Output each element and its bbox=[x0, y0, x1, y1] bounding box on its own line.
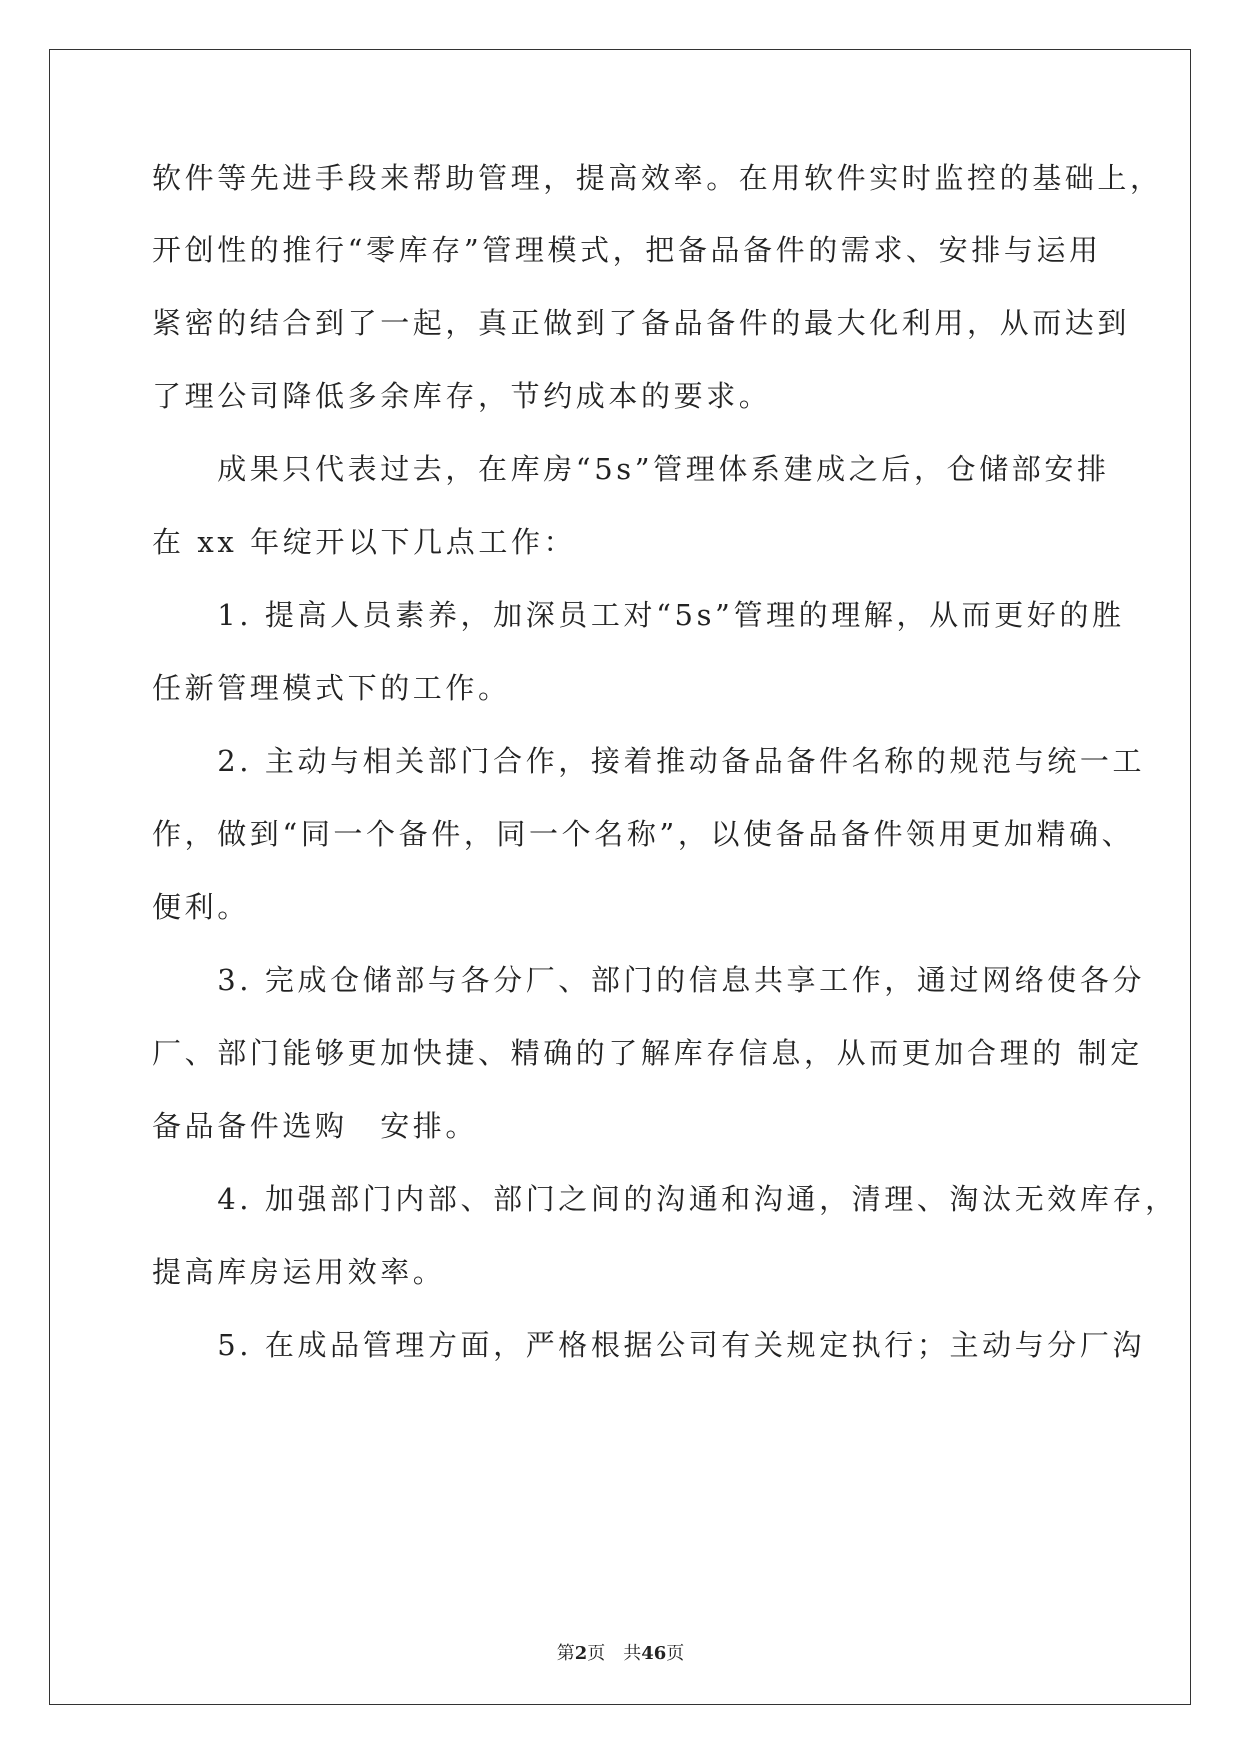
text-line: 成果只代表过去，在库房“5s”管理体系建成之后，仓储部安排 bbox=[152, 452, 1110, 486]
text-line: 厂、部门能够更加快捷、精确的了解库存信息，从而更加合理的 制定 bbox=[152, 1036, 1143, 1070]
page-footer bbox=[0, 1642, 1241, 1666]
text-line: 4. 加强部门内部、部门之间的沟通和沟通，清理、淘汰无效库存， bbox=[152, 1182, 1178, 1216]
page-frame bbox=[49, 49, 1191, 1705]
text-line: 2. 主动与相关部门合作，接着推动备品备件名称的规范与统一工 bbox=[152, 744, 1146, 778]
text-line: 3. 完成仓储部与各分厂、部门的信息共享工作，通过网络使各分 bbox=[152, 963, 1146, 997]
text-line: 了理公司降低多余库存，节约成本的要求。 bbox=[152, 379, 772, 413]
footer-middle: 页 共 bbox=[587, 1643, 642, 1664]
current-page-number: 2 bbox=[574, 1643, 588, 1664]
text-line: 任新管理模式下的工作。 bbox=[152, 671, 511, 705]
text-line: 1. 提高人员素养，加深员工对“5s”管理的理解，从而更好的胜 bbox=[152, 598, 1125, 632]
footer-prefix: 第 bbox=[556, 1643, 575, 1664]
text-line: 开创性的推行“零库存”管理模式，把备品备件的需求、安排与运用 bbox=[152, 233, 1102, 267]
text-line: 在 xx 年绽开以下几点工作： bbox=[152, 525, 577, 559]
text-line: 提高库房运用效率。 bbox=[152, 1255, 446, 1289]
text-line: 作，做到“同一个备件，同一个名称”，以使备品备件领用更加精确、 bbox=[152, 817, 1135, 851]
text-line: 软件等先进手段来帮助管理，提高效率。在用软件实时监控的基础上， bbox=[152, 161, 1163, 195]
total-page-count: 46 bbox=[641, 1643, 667, 1664]
footer-suffix: 页 bbox=[666, 1643, 685, 1664]
text-line: 备品备件选购 安排。 bbox=[152, 1109, 479, 1143]
text-line: 紧密的结合到了一起，真正做到了备品备件的最大化利用，从而达到 bbox=[152, 306, 1131, 340]
text-line: 5. 在成品管理方面，严格根据公司有关规定执行；主动与分厂沟 bbox=[152, 1328, 1146, 1362]
text-line: 便利。 bbox=[152, 890, 250, 924]
